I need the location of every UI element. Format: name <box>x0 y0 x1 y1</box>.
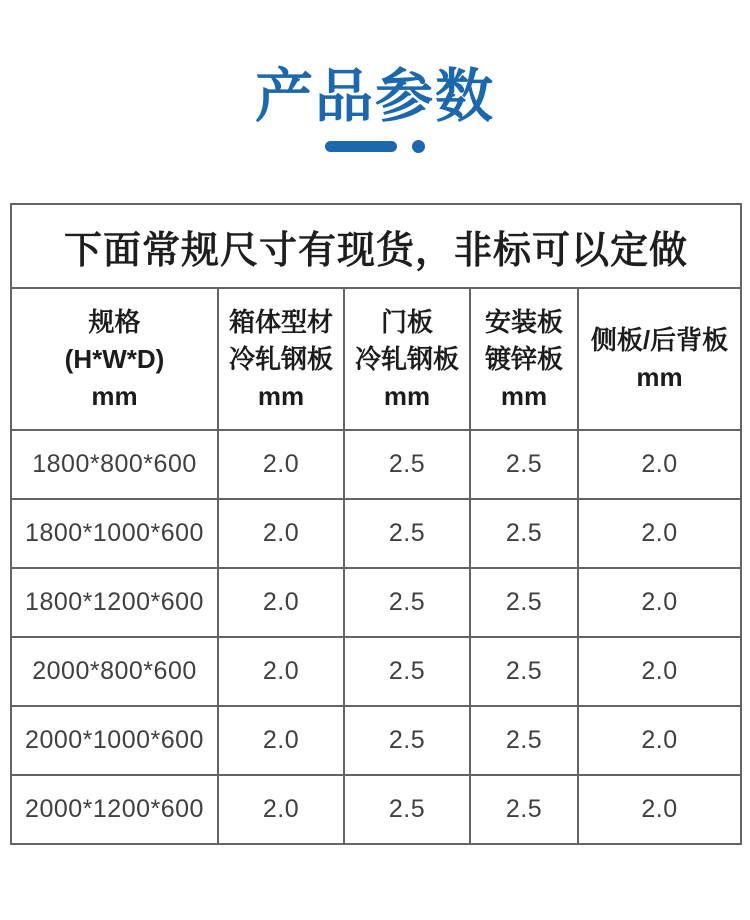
col-header-line: 侧板/后背板 <box>590 325 729 355</box>
value-cell: 2.0 <box>218 499 344 568</box>
col-header-line: 箱体型材 <box>228 306 333 337</box>
spec-cell: 2000*1200*600 <box>11 775 218 844</box>
spec-cell: 2000*800*600 <box>11 637 218 706</box>
value-cell: 2.0 <box>578 568 741 637</box>
underline-bar <box>325 141 397 152</box>
col-header-spec <box>11 288 218 430</box>
spec-cell: 1800*800*600 <box>11 430 218 499</box>
col-header-door-panel <box>344 288 470 430</box>
value-cell: 2.5 <box>344 775 470 844</box>
value-cell: 2.0 <box>578 706 741 775</box>
col-header-line: 镀锌板 <box>484 343 563 374</box>
col-header-line: mm <box>636 362 683 392</box>
table-header-row <box>11 288 741 430</box>
spec-cell: 1800*1200*600 <box>11 568 218 637</box>
section-header <box>0 62 750 153</box>
underline-dot <box>412 140 425 153</box>
value-cell: 2.5 <box>470 568 578 637</box>
value-cell: 2.0 <box>218 637 344 706</box>
value-cell: 2.5 <box>470 430 578 499</box>
table-row <box>11 499 741 568</box>
col-header-line: 规格 <box>88 306 141 337</box>
value-cell: 2.5 <box>344 499 470 568</box>
value-cell: 2.0 <box>218 775 344 844</box>
spec-cell: 2000*1000*600 <box>11 706 218 775</box>
table-banner: 下面常规尺寸有现货，非标可以定做 <box>11 204 741 288</box>
col-header-line: mm <box>91 380 138 411</box>
value-cell: 2.5 <box>470 775 578 844</box>
col-header-line: 门板 <box>380 306 433 337</box>
table-row <box>11 775 741 844</box>
value-cell: 2.5 <box>344 430 470 499</box>
table-row <box>11 430 741 499</box>
col-header-mounting-plate <box>470 288 578 430</box>
page-title: 产品参数 <box>254 64 495 129</box>
col-header-cabinet-profile <box>218 288 344 430</box>
value-cell: 2.0 <box>218 430 344 499</box>
spec-table <box>10 203 742 845</box>
title-underline <box>0 140 750 153</box>
value-cell: 2.5 <box>344 568 470 637</box>
value-cell: 2.5 <box>470 499 578 568</box>
col-header-line: (H*W*D) <box>64 343 165 374</box>
value-cell: 2.0 <box>578 775 741 844</box>
value-cell: 2.0 <box>578 430 741 499</box>
col-header-line: mm <box>500 380 548 411</box>
value-cell: 2.5 <box>344 637 470 706</box>
table-row <box>11 706 741 775</box>
col-header-line: 冷轧钢板 <box>354 343 459 374</box>
table-banner-row <box>11 204 741 288</box>
table-row <box>11 637 741 706</box>
value-cell: 2.0 <box>218 706 344 775</box>
col-header-side-back-panel <box>578 288 741 430</box>
col-header-line: 冷轧钢板 <box>228 343 333 374</box>
spec-cell: 1800*1000*600 <box>11 499 218 568</box>
value-cell: 2.5 <box>344 706 470 775</box>
value-cell: 2.0 <box>218 568 344 637</box>
col-header-line: 安装板 <box>484 306 563 337</box>
col-header-line: mm <box>383 380 431 411</box>
table-row <box>11 568 741 637</box>
value-cell: 2.0 <box>578 499 741 568</box>
value-cell: 2.5 <box>470 637 578 706</box>
value-cell: 2.0 <box>578 637 741 706</box>
col-header-line: mm <box>257 380 305 411</box>
value-cell: 2.5 <box>470 706 578 775</box>
